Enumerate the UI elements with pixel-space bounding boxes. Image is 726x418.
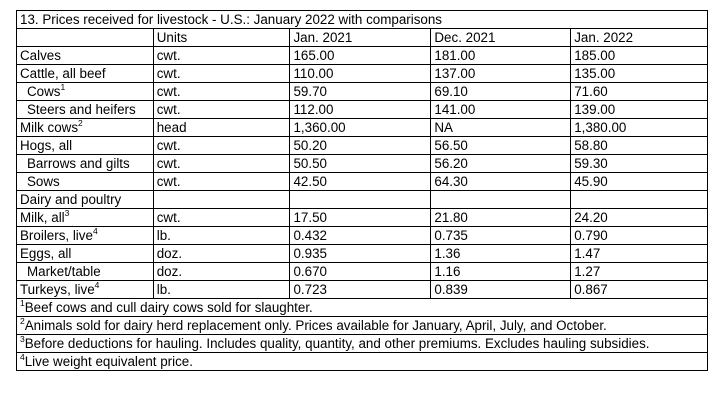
header-cell-units: Units	[153, 29, 290, 47]
value-cell: 112.00	[290, 101, 431, 119]
value-cell: 58.80	[571, 137, 708, 155]
table-row	[17, 47, 708, 65]
value-cell: 21.80	[431, 209, 571, 227]
footnote-text: Live weight equivalent price.	[24, 354, 193, 369]
value-cell: 0.790	[571, 227, 708, 245]
footnote-cell	[17, 353, 708, 371]
value-cell: 1,360.00	[290, 119, 431, 137]
table-row	[17, 191, 708, 209]
header-cell-jan-2021: Jan. 2021	[290, 29, 431, 47]
units-cell: cwt.	[153, 137, 290, 155]
row-label-cell	[17, 155, 154, 173]
row-label-cell	[17, 209, 154, 227]
footnote-row	[17, 317, 708, 335]
value-cell: 137.00	[431, 65, 571, 83]
footnote-marker: 2	[78, 118, 83, 128]
row-label: Dairy and poultry	[20, 192, 122, 207]
row-label: Cattle, all beef	[20, 66, 106, 81]
value-cell: 56.20	[431, 155, 571, 173]
row-label: Cows	[27, 84, 61, 99]
value-cell: 59.70	[290, 83, 431, 101]
units-cell: cwt.	[153, 47, 290, 65]
row-label-cell	[17, 101, 154, 119]
row-label-cell	[17, 65, 154, 83]
header-cell-jan-2022: Jan. 2022	[571, 29, 708, 47]
row-label: Milk, all	[20, 210, 65, 225]
footnote-text: Before deductions for hauling. Includes quality, quantity, and other premiums. Excludes hauling subsidies.	[24, 336, 650, 351]
table-row	[17, 83, 708, 101]
row-label-cell	[17, 263, 154, 281]
table-row	[17, 119, 708, 137]
header-cell-label	[17, 29, 154, 47]
table-title: 13. Prices received for livestock - U.S.: January 2022 with comparisons	[17, 11, 708, 29]
value-cell: 69.10	[431, 83, 571, 101]
value-cell: 1.16	[431, 263, 571, 281]
footnote-number: 3	[20, 334, 25, 344]
header-row	[17, 29, 708, 47]
row-label: Sows	[27, 174, 60, 189]
value-cell: 135.00	[571, 65, 708, 83]
units-cell: cwt.	[153, 209, 290, 227]
table-row	[17, 155, 708, 173]
row-label: Hogs, all	[20, 138, 73, 153]
value-cell: 50.50	[290, 155, 431, 173]
units-cell: cwt.	[153, 101, 290, 119]
value-cell: 0.839	[431, 281, 571, 299]
value-cell: 56.50	[431, 137, 571, 155]
units-cell: lb.	[153, 281, 290, 299]
footnote-number: 4	[20, 352, 25, 362]
livestock-price-table	[16, 10, 708, 371]
footnote-number: 2	[20, 316, 25, 326]
value-cell: 45.90	[571, 173, 708, 191]
units-cell	[153, 191, 290, 209]
row-label-cell	[17, 245, 154, 263]
header-cell-dec-2021: Dec. 2021	[431, 29, 571, 47]
value-cell	[571, 191, 708, 209]
value-cell: 0.867	[571, 281, 708, 299]
row-label-cell	[17, 47, 154, 65]
table-row	[17, 227, 708, 245]
units-cell: head	[153, 119, 290, 137]
value-cell: 0.735	[431, 227, 571, 245]
footnote-text: Beef cows and cull dairy cows sold for slaughter.	[24, 300, 313, 315]
units-cell: cwt.	[153, 155, 290, 173]
row-label: Calves	[20, 48, 61, 63]
value-cell: 50.20	[290, 137, 431, 155]
footnote-row	[17, 353, 708, 371]
table-row	[17, 281, 708, 299]
value-cell: 0.670	[290, 263, 431, 281]
units-cell: doz.	[153, 263, 290, 281]
row-label: Turkeys, live	[20, 282, 95, 297]
value-cell: 165.00	[290, 47, 431, 65]
value-cell: 24.20	[571, 209, 708, 227]
units-cell: cwt.	[153, 83, 290, 101]
row-label-cell	[17, 173, 154, 191]
table-row	[17, 65, 708, 83]
value-cell: 181.00	[431, 47, 571, 65]
value-cell: 110.00	[290, 65, 431, 83]
footnote-row	[17, 335, 708, 353]
value-cell: 185.00	[571, 47, 708, 65]
value-cell: 0.432	[290, 227, 431, 245]
row-label-cell	[17, 119, 154, 137]
value-cell: 0.935	[290, 245, 431, 263]
value-cell: 1.27	[571, 263, 708, 281]
row-label: Market/table	[27, 264, 101, 279]
row-label: Milk cows	[20, 120, 79, 135]
value-cell: 64.30	[431, 173, 571, 191]
units-cell: cwt.	[153, 65, 290, 83]
value-cell: 141.00	[431, 101, 571, 119]
table-row	[17, 263, 708, 281]
units-cell: lb.	[153, 227, 290, 245]
footnote-row	[17, 299, 708, 317]
row-label: Broilers, live	[20, 228, 93, 243]
value-cell: NA	[431, 119, 571, 137]
value-cell: 17.50	[290, 209, 431, 227]
value-cell	[431, 191, 571, 209]
value-cell	[290, 191, 431, 209]
row-label-cell	[17, 227, 154, 245]
footnote-cell	[17, 335, 708, 353]
row-label: Steers and heifers	[27, 102, 136, 117]
footnote-marker: 3	[64, 208, 70, 218]
footnote-marker: 4	[94, 280, 100, 290]
footnote-cell	[17, 317, 708, 335]
footnote-marker: 4	[92, 226, 98, 236]
value-cell: 1.36	[431, 245, 571, 263]
table-title-row	[17, 11, 708, 29]
units-cell: doz.	[153, 245, 290, 263]
units-cell: cwt.	[153, 173, 290, 191]
value-cell: 0.723	[290, 281, 431, 299]
footnote-number: 1	[20, 298, 25, 308]
footnote-cell	[17, 299, 708, 317]
value-cell: 42.50	[290, 173, 431, 191]
table-row	[17, 137, 708, 155]
table-row	[17, 245, 708, 263]
value-cell: 59.30	[571, 155, 708, 173]
value-cell: 71.60	[571, 83, 708, 101]
row-label-cell	[17, 281, 154, 299]
footnote-text: Animals sold for dairy herd replacement only. Prices available for January, April, July, and October.	[24, 318, 607, 333]
row-label: Eggs, all	[20, 246, 72, 261]
row-label: Barrows and gilts	[27, 156, 130, 171]
value-cell: 1,380.00	[571, 119, 708, 137]
table-row	[17, 173, 708, 191]
table-row	[17, 209, 708, 227]
row-label-cell	[17, 191, 154, 209]
row-label-cell	[17, 137, 154, 155]
footnote-marker: 1	[60, 82, 66, 92]
value-cell: 1.47	[571, 245, 708, 263]
price-table-container	[16, 10, 708, 371]
row-label-cell	[17, 83, 154, 101]
value-cell: 139.00	[571, 101, 708, 119]
table-row	[17, 101, 708, 119]
